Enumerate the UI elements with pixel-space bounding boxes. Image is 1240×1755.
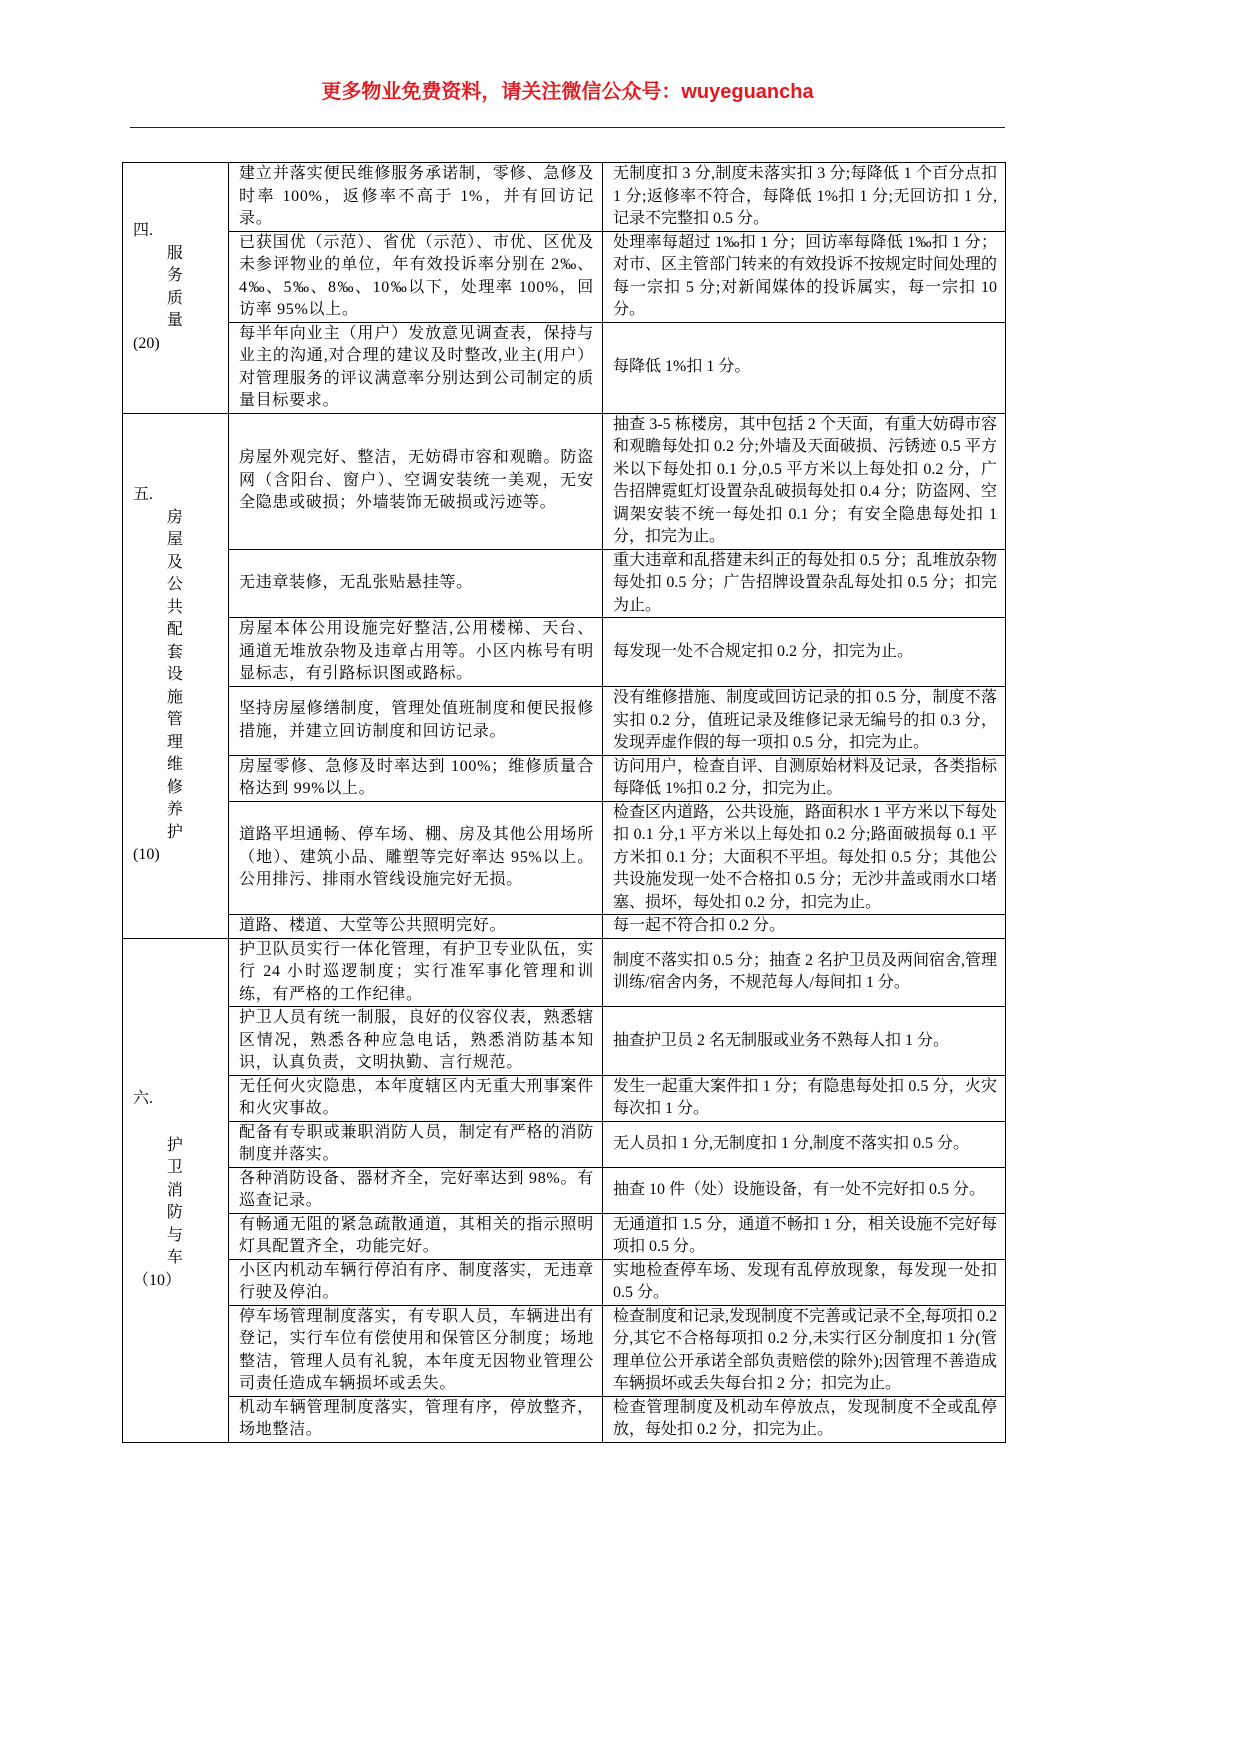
standard-cell: 无任何火灾隐患，本年度辖区内无重大刑事案件和火灾事故。 (229, 1075, 603, 1121)
table-row (123, 801, 1006, 915)
section-number: 五. (133, 486, 154, 504)
standard-cell: 无违章装修，无乱张贴悬挂等。 (229, 549, 603, 618)
standard-cell: 房屋本体公用设施完好整洁,公用楼梯、天台、通道无堆放杂物及违章占用等。小区内栋号有明显标志，有引路标识图或路标。 (229, 618, 603, 687)
section-title: 护卫消防与车 (166, 1136, 183, 1266)
table-row (123, 618, 1006, 687)
deduction-cell: 检查制度和记录,发现制度不完善或记录不全,每项扣 0.2 分,其它不合格每项扣 0.2 分,未实行区分制度扣 1 分(管理单位公开承诺全部负责赔偿的除外);因管理不善造成车辆损坏或丢失每台扣 2 分；扣完为止。 (603, 1305, 1006, 1396)
standard-cell: 道路、楼道、大堂等公共照明完好。 (229, 915, 603, 939)
section-title: 房屋及公共配套设施管理维修养护 (166, 508, 183, 841)
deduction-cell: 抽查 3-5 栋楼房，其中包括 2 个天面，有重大妨碍市容和观瞻每处扣 0.2 分;外墙及天面破损、污锈迹 0.5 平方米以下每处扣 0.1 分,0.5 平方米以上每处扣 0.2 分，广告招牌霓虹灯设置杂乱破损每处扣 0.4 分；防盗网、空调架安装不统一每处扣 0.1 分；有安全隐患每处扣 1 分，扣完为止。 (603, 413, 1006, 549)
table-row (123, 1259, 1006, 1305)
section-score: (20) (133, 334, 160, 352)
table-row (123, 1167, 1006, 1213)
section-category-cell (123, 938, 229, 1442)
standard-cell: 护卫队员实行一体化管理，有护卫专业队伍，实行 24 小时巡逻制度；实行准军事化管理和训练，有严格的工作纪律。 (229, 938, 603, 1007)
table-row (123, 549, 1006, 618)
deduction-cell: 抽查护卫员 2 名无制服或业务不熟每人扣 1 分。 (603, 1007, 1006, 1076)
standard-cell: 道路平坦通畅、停车场、棚、房及其他公用场所（地）、建筑小品、雕塑等完好率达 95%以上。公用排污、排雨水管线设施完好无损。 (229, 801, 603, 915)
deduction-cell: 抽查 10 件（处）设施设备，有一处不完好扣 0.5 分。 (603, 1167, 1006, 1213)
deduction-cell: 没有维修措施、制度或回访记录的扣 0.5 分，制度不落实扣 0.2 分，值班记录及维修记录无编号的扣 0.3 分，发现弄虚作假的每一项扣 0.5 分，扣完为止。 (603, 687, 1006, 756)
deduction-cell: 每一起不符合扣 0.2 分。 (603, 915, 1006, 939)
deduction-cell: 无制度扣 3 分,制度未落实扣 3 分;每降低 1 个百分点扣 1 分;返修率不符合，每降低 1%扣 1 分;无回访扣 1 分,记录不完整扣 0.5 分。 (603, 163, 1006, 232)
deduction-cell: 无人员扣 1 分,无制度扣 1 分,制度不落实扣 0.5 分。 (603, 1121, 1006, 1167)
table-row (123, 1305, 1006, 1396)
standard-cell: 小区内机动车辆行停泊有序、制度落实，无违章行驶及停泊。 (229, 1259, 603, 1305)
deduction-cell: 制度不落实扣 0.5 分；抽查 2 名护卫员及两间宿舍,管理训练/宿舍内务，不规范每人/每间扣 1 分。 (603, 938, 1006, 1007)
deduction-cell: 无通道扣 1.5 分，通道不畅扣 1 分，相关设施不完好每项扣 0.5 分。 (603, 1213, 1006, 1259)
table-row (123, 938, 1006, 1007)
table-row (123, 687, 1006, 756)
deduction-cell: 每降低 1%扣 1 分。 (603, 322, 1006, 413)
standard-cell: 停车场管理制度落实，有专职人员，车辆进出有登记，实行车位有偿使用和保管区分制度；场地整洁，管理人员有礼貌，本年度无因物业管理公司责任造成车辆损坏或丢失。 (229, 1305, 603, 1396)
table-row (123, 231, 1006, 322)
standard-cell: 有畅通无阻的紧急疏散通道，其相关的指示照明灯具配置齐全，功能完好。 (229, 1213, 603, 1259)
promo-notice: 更多物业免费资料，请关注微信公众号：wuyeguancha (321, 81, 814, 103)
section-title: 服务质量 (166, 244, 183, 330)
table-row (123, 1007, 1006, 1076)
standard-cell: 已获国优（示范）、省优（示范）、市优、区优及未参评物业的单位，年有效投诉率分别在 2‰、4‰、5‰、8‰、10‰以下，处理率 100%，回访率 95%以上。 (229, 231, 603, 322)
deduction-cell: 检查区内道路，公共设施，路面积水 1 平方米以下每处扣 0.1 分,1 平方米以上每处扣 0.2 分;路面破损每 0.1 平方米扣 0.1 分；大面积不平坦。每处扣 0.5 分；其他公共设施发现一处不合格扣 0.5 分；无沙井盖或雨水口堵塞、损坏，每处扣 0.2 分，扣完为止。 (603, 801, 1006, 915)
section-score: (10) (133, 846, 160, 864)
deduction-cell: 重大违章和乱搭建未纠正的每处扣 0.5 分；乱堆放杂物每处扣 0.5 分；广告招牌设置杂乱每处扣 0.5 分；扣完为止。 (603, 549, 1006, 618)
deduction-cell: 每发现一处不合规定扣 0.2 分，扣完为止。 (603, 618, 1006, 687)
table-row (123, 1075, 1006, 1121)
standard-cell: 各种消防设备、器材齐全，完好率达到 98%。有巡查记录。 (229, 1167, 603, 1213)
deduction-cell: 处理率每超过 1‰扣 1 分；回访率每降低 1‰扣 1 分；对市、区主管部门转来的有效投诉不按规定时间处理的每一宗扣 5 分;对新闻媒体的投诉属实，每一宗扣 10 分。 (603, 231, 1006, 322)
evaluation-table (122, 162, 1006, 1443)
section-category-cell (123, 163, 229, 414)
section-number: 六. (133, 1090, 154, 1107)
standard-cell: 房屋零修、急修及时率达到 100%；维修质量合格达到 99%以上。 (229, 755, 603, 801)
table-row (123, 755, 1006, 801)
table-row (123, 163, 1006, 232)
standard-cell: 配备有专职或兼职消防人员，制定有严格的消防制度并落实。 (229, 1121, 603, 1167)
table-row (123, 1213, 1006, 1259)
table-row (123, 413, 1006, 549)
standard-cell: 坚持房屋修缮制度，管理处值班制度和便民报修措施，并建立回访制度和回访记录。 (229, 687, 603, 756)
standard-cell: 护卫人员有统一制服，良好的仪容仪表，熟悉辖区情况，熟悉各种应急电话，熟悉消防基本知识，认真负责，文明执勤、言行规范。 (229, 1007, 603, 1076)
table-row (123, 915, 1006, 939)
table-row (123, 1121, 1006, 1167)
section-number: 四. (133, 222, 154, 240)
deduction-cell: 发生一起重大案件扣 1 分；有隐患每处扣 0.5 分，火灾每次扣 1 分。 (603, 1075, 1006, 1121)
table-row (123, 322, 1006, 413)
header-divider (130, 127, 1005, 128)
standard-cell: 建立并落实便民维修服务承诺制，零修、急修及时率 100%，返修率不高于 1%，并有回访记录。 (229, 163, 603, 232)
standard-cell: 每半年向业主（用户）发放意见调查表，保持与业主的沟通,对合理的建议及时整改,业主(用户）对管理服务的评议满意率分别达到公司制定的质量目标要求。 (229, 322, 603, 413)
deduction-cell: 检查管理制度及机动车停放点，发现制度不全或乱停放，每处扣 0.2 分，扣完为止。 (603, 1396, 1006, 1442)
section-score: （10） (133, 1271, 182, 1289)
table-row (123, 1396, 1006, 1442)
deduction-cell: 访问用户，检查自评、自测原始材料及记录，各类指标每降低 1%扣 0.2 分，扣完为止。 (603, 755, 1006, 801)
section-category-cell (123, 413, 229, 938)
standard-cell: 机动车辆管理制度落实，管理有序，停放整齐，场地整洁。 (229, 1396, 603, 1442)
deduction-cell: 实地检查停车场、发现有乱停放现象，每发现一处扣 0.5 分。 (603, 1259, 1006, 1305)
standard-cell: 房屋外观完好、整洁，无妨碍市容和观瞻。防盗网（含阳台、窗户）、空调安装统一美观，无安全隐患或破损；外墙装饰无破损或污迹等。 (229, 413, 603, 549)
